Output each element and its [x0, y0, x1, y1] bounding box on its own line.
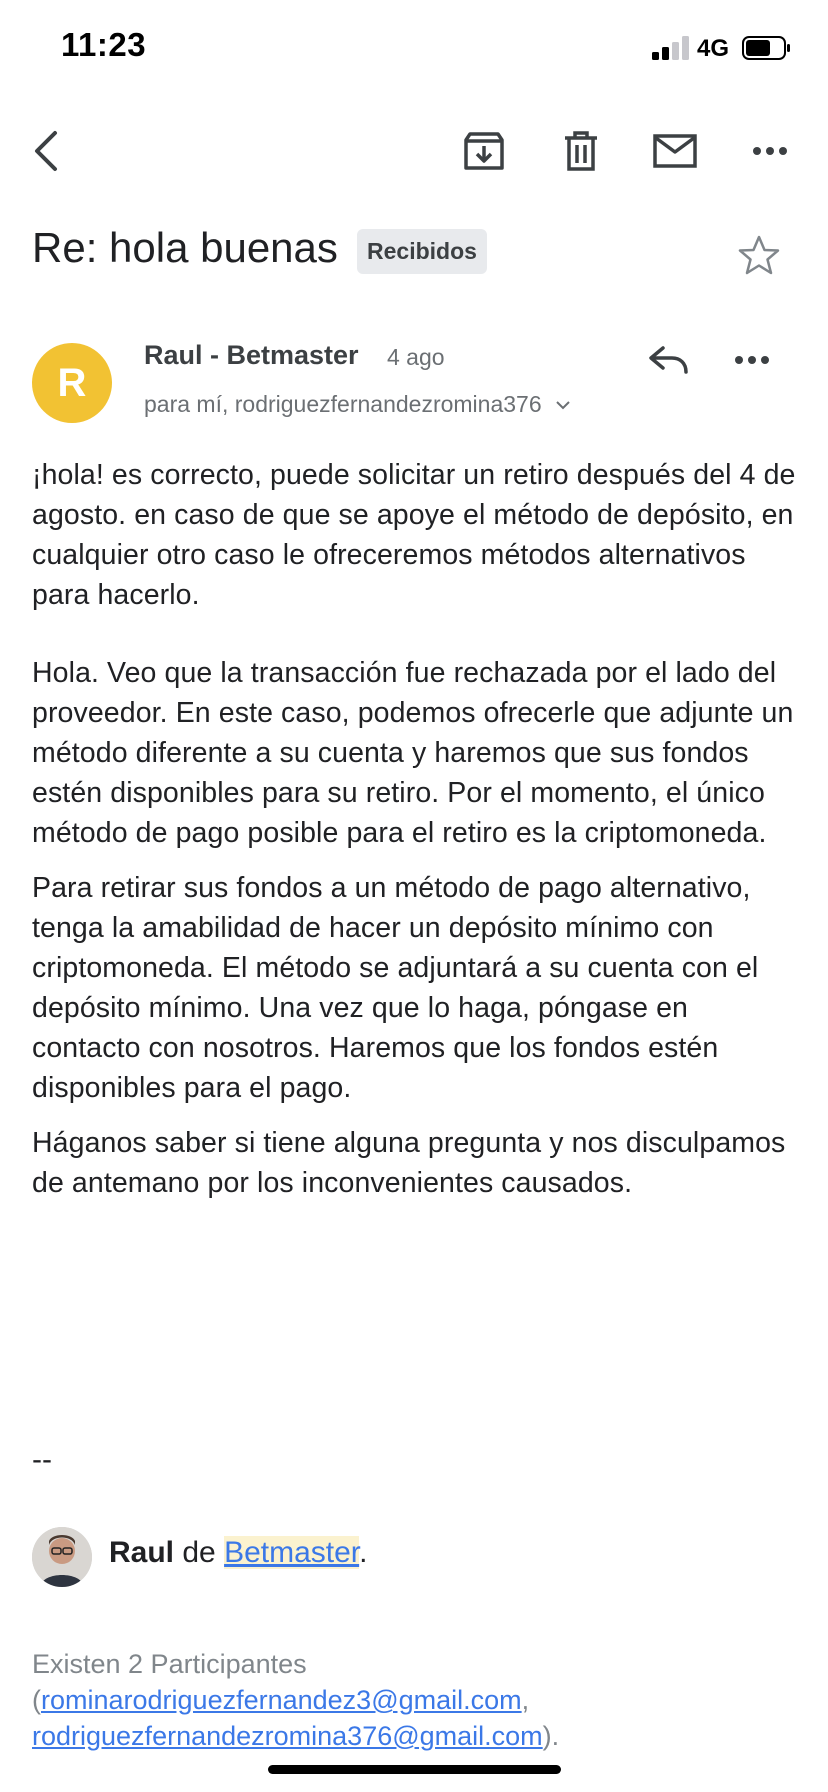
body-paragraph: Para retirar sus fondos a un método de pago alternativo, tenga la amabilidad de hacer un depósito mínimo con criptomoneda. El método se adjuntará a su cuenta con el depósito mínimo. Una vez que lo haga, póngase en contacto con nosotros. Haremos que los fondos estén disponibles para el pago. — [32, 872, 759, 1104]
more-options-button[interactable] — [743, 124, 797, 178]
participants-separator: , — [521, 1685, 530, 1715]
sender-name[interactable]: Raul - Betmaster — [144, 340, 359, 370]
star-icon — [737, 234, 781, 276]
status-time: 11:23 — [61, 26, 147, 63]
signature-end: . — [359, 1536, 368, 1569]
body-paragraph: ¡hola! es correcto, puede solicitar un retiro después del 4 de agosto. en caso de que se apoye el método de depósito, en cualquier otro caso le ofreceremos métodos alternativos para hacerlo. — [32, 459, 796, 611]
participants-suffix: ). — [542, 1721, 560, 1751]
signature-separator: -- — [32, 1443, 52, 1476]
participant-email-link[interactable]: rodriguezfernandezromina376@gmail.com — [32, 1721, 543, 1751]
more-horizontal-icon — [753, 146, 787, 156]
chevron-left-icon — [29, 129, 61, 173]
body-paragraph: Hola. Veo que la transacción fue rechazada por el lado del proveedor. En este caso, podemos ofrecerle que adjunte un método diferente a su cuenta y haremos que sus fondos estén disponibles para su retiro. Por el momento, el único método de pago posible para el retiro es la criptomoneda. — [32, 657, 794, 849]
person-photo-icon — [32, 1527, 92, 1587]
signature-line — [109, 1536, 367, 1570]
envelope-icon — [653, 134, 697, 168]
chevron-down-icon — [556, 401, 570, 410]
archive-icon — [464, 130, 504, 172]
label-chip[interactable]: Recibidos — [357, 229, 487, 274]
reply-button[interactable] — [648, 345, 690, 380]
company-link[interactable]: Betmaster — [224, 1536, 360, 1569]
network-type: 4G — [697, 35, 730, 62]
message-more-button[interactable] — [735, 352, 769, 370]
back-button[interactable] — [18, 124, 72, 178]
email-body — [32, 455, 802, 1203]
signature-connector: de — [182, 1536, 216, 1569]
trash-icon — [563, 130, 599, 172]
delete-button[interactable] — [554, 124, 608, 178]
more-horizontal-icon — [735, 355, 769, 365]
recipients-text: para mí, rodriguezfernandezromina376 — [144, 391, 542, 417]
home-indicator[interactable] — [268, 1765, 561, 1774]
sender-avatar: R — [32, 343, 112, 423]
participants-info — [32, 1646, 802, 1754]
signature-name: Raul — [109, 1536, 175, 1569]
signature-photo — [32, 1527, 92, 1587]
email-subject: Re: hola buenas — [32, 224, 338, 271]
email-date: 4 ago — [387, 344, 445, 370]
archive-button[interactable] — [457, 124, 511, 178]
star-button[interactable] — [737, 234, 781, 281]
signal-strength-icon — [652, 36, 694, 60]
mark-unread-button[interactable] — [648, 124, 702, 178]
body-paragraph: Háganos saber si tiene alguna pregunta y nos disculpamos de antemano por los inconvenientes causados. — [32, 1127, 786, 1199]
participants-prefix: Existen 2 Participantes ( — [32, 1649, 307, 1715]
participant-email-link[interactable]: rominarodriguezfernandez3@gmail.com — [41, 1685, 522, 1715]
battery-icon — [742, 36, 791, 60]
reply-icon — [648, 345, 690, 375]
recipients-line[interactable] — [144, 391, 570, 418]
